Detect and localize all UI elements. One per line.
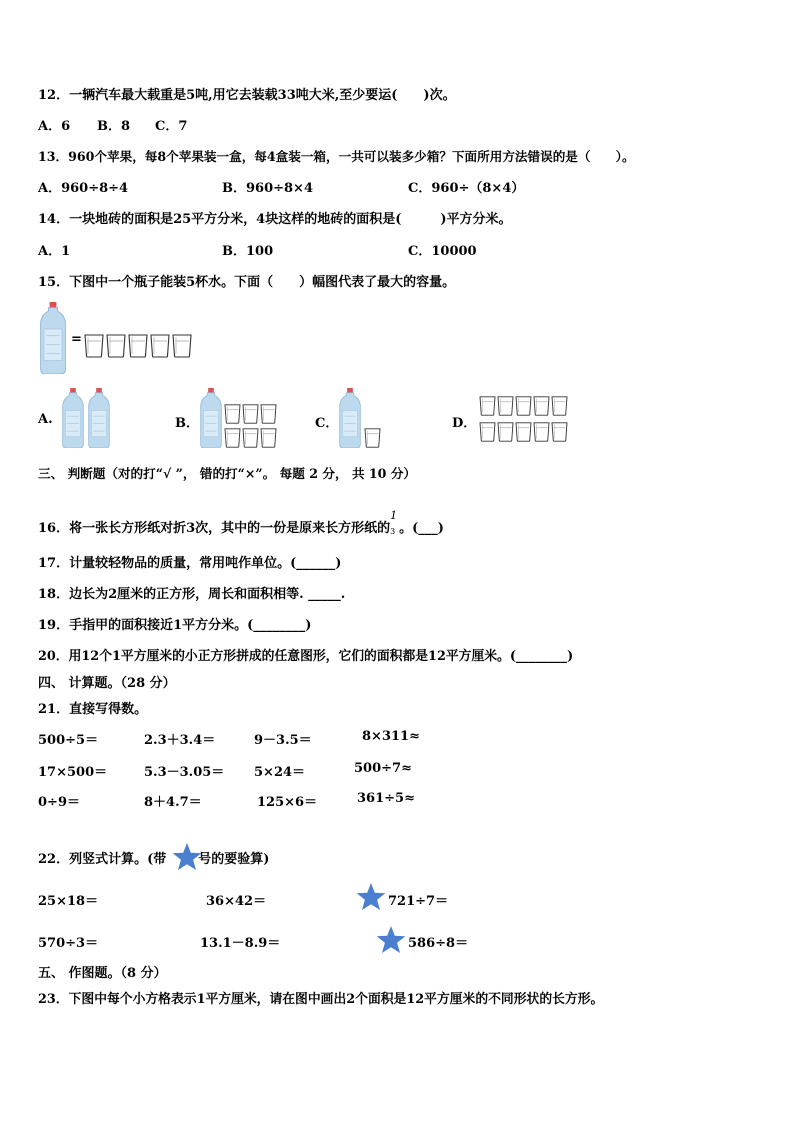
glass-icon [242, 428, 259, 448]
q15-option-c: C． [315, 416, 339, 431]
calc-item: 361÷5≈ [357, 791, 415, 806]
glass-icon [533, 422, 550, 442]
glass-icon [497, 396, 514, 416]
calc-item: 36×42＝ [206, 894, 267, 909]
glass-icon [533, 396, 550, 416]
glass-icon [364, 428, 381, 448]
question-18: 18．边长为2厘米的正方形，周长和面积相等. _____. [38, 587, 346, 602]
question-21: 21．直接写得数。 [38, 702, 148, 717]
glass-icon [224, 428, 241, 448]
q15-option-b: B． [175, 416, 199, 431]
star-icon [356, 882, 386, 912]
q13-option-a: A．960÷8÷4 [38, 181, 129, 196]
bottle-icon [338, 388, 362, 448]
glass-icon [515, 422, 532, 442]
calc-item: 8×311≈ [362, 729, 420, 744]
calc-item: 17×500＝ [38, 765, 108, 780]
question-12: 12．一辆汽车最大载重是5吨,用它去装载33吨大米,至少要运( )次。 [38, 88, 456, 103]
question-16-answer: 。(___) [399, 521, 444, 536]
bottle-icon [61, 388, 85, 448]
calc-item: 500÷5＝ [38, 733, 99, 748]
question-22-text-before: 22．列竖式计算。(带 [38, 852, 167, 867]
star-icon [172, 842, 202, 872]
question-22-text-after: 号的要验算) [198, 852, 270, 867]
calc-item: 125×6＝ [257, 795, 318, 810]
glass-icon [242, 404, 259, 424]
fraction [390, 509, 399, 536]
q13-option-c: C．960÷（8×4） [408, 181, 525, 196]
q15-option-d: D． [452, 416, 477, 431]
question-19: 19．手指甲的面积接近1平方分米。(________) [38, 618, 312, 633]
calc-item: 586÷8＝ [408, 936, 469, 951]
q12-option-b: B．8 [97, 119, 131, 134]
calc-item: 500÷7≈ [354, 761, 412, 776]
section-3-heading: 三、 判断题（对的打“√ ”， 错的打“×”。 每题 2 分， 共 10 分） [38, 466, 417, 481]
question-23: 23．下图中每个小方格表示1平方厘米，请在图中画出2个面积是12平方厘米的不同形状的长方形。 [38, 992, 604, 1007]
q12-option-c: C．7 [155, 119, 188, 134]
glass-icon [260, 428, 277, 448]
glass-icon [128, 334, 148, 358]
glass-icon [106, 334, 126, 358]
glass-icon [551, 422, 568, 442]
calc-item: 5.3－3.05＝ [144, 765, 225, 780]
question-15: 15．下图中一个瓶子能装5杯水。下面（ ）幅图代表了最大的容量。 [38, 275, 456, 290]
question-13: 13．960个苹果，每8个苹果装一盒，每4盒装一箱，一共可以装多少箱？下面所用方法错误的是（ ）。 [38, 149, 635, 164]
bottle-icon [199, 388, 223, 448]
star-icon [376, 925, 406, 955]
calc-item: 8＋4.7＝ [144, 795, 202, 810]
question-16 [38, 509, 444, 536]
calc-item: 25×18＝ [38, 894, 99, 909]
glass-icon [84, 334, 104, 358]
question-20: 20．用12个1平方厘米的小正方形拼成的任意图形，它们的面积都是12平方厘米。(________) [38, 649, 574, 664]
calc-item: 721÷7＝ [388, 894, 449, 909]
q14-option-c: C．10000 [408, 244, 477, 259]
glass-icon [150, 334, 170, 358]
question-16-text: 16．将一张长方形纸对折3次，其中的一份是原来长方形纸的 [38, 521, 391, 536]
glass-icon [479, 396, 496, 416]
question-22 [38, 848, 269, 867]
q14-option-b: B．100 [222, 244, 274, 259]
calc-item: 9－3.5＝ [254, 733, 312, 748]
question-14: 14．一块地砖的面积是25平方分米，4块这样的地砖的面积是( )平方分米。 [38, 212, 512, 227]
calc-item: 5×24＝ [254, 765, 306, 780]
equals-sign: = [71, 332, 82, 347]
glass-icon [224, 404, 241, 424]
q15-option-a: A. [38, 412, 53, 427]
glass-icon [479, 422, 496, 442]
glass-icon [172, 334, 192, 358]
calc-item: 13.1－8.9＝ [200, 936, 281, 951]
bottle-icon [38, 302, 68, 374]
section-5-heading: 五、 作图题。（8 分） [38, 966, 167, 981]
calc-item: 2.3＋3.4＝ [144, 733, 216, 748]
glass-icon [260, 404, 277, 424]
glass-icon [497, 422, 514, 442]
section-4-heading: 四、 计算题。（28 分） [38, 676, 176, 691]
q14-option-a: A．1 [38, 244, 71, 259]
glass-icon [515, 396, 532, 416]
fraction-numerator: 1 [390, 509, 398, 522]
question-17: 17．计量较轻物品的质量，常用吨作单位。(______) [38, 556, 342, 571]
calc-item: 570÷3＝ [38, 936, 99, 951]
q12-option-a: A．6 [38, 119, 71, 134]
q13-option-b: B．960÷8×4 [222, 181, 314, 196]
glass-icon [551, 396, 568, 416]
calc-item: 0÷9＝ [38, 795, 80, 810]
bottle-icon [87, 388, 111, 448]
fraction-denominator: 3 [390, 527, 396, 536]
